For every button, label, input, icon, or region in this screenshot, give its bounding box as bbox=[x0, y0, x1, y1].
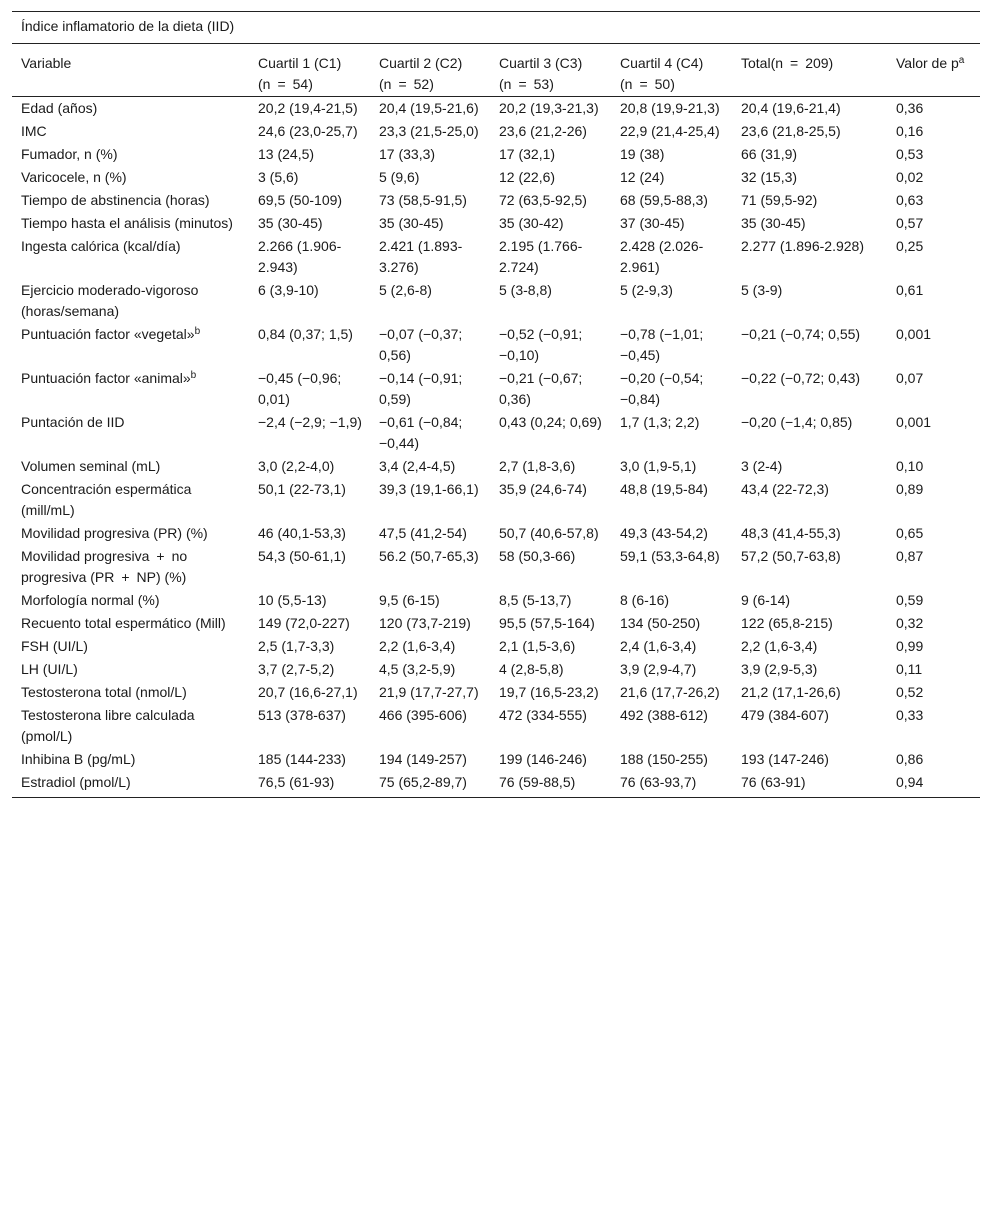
total-cell: 3,9 (2,9-5,3) bbox=[741, 661, 818, 677]
variable-cell bbox=[12, 589, 249, 612]
footnote-mark: b bbox=[194, 326, 201, 337]
header-p-value-label: Valor de p bbox=[896, 55, 959, 71]
quartile-4-cell: 48,8 (19,5-84) bbox=[620, 481, 708, 497]
p-value-cell: 0,89 bbox=[896, 481, 924, 497]
table-row bbox=[12, 367, 980, 411]
results-table bbox=[12, 11, 980, 798]
header-variable: Variable bbox=[12, 44, 249, 97]
quartile-2-cell: 20,4 (19,5-21,6) bbox=[379, 100, 479, 116]
p-value-cell: 0,16 bbox=[896, 123, 924, 139]
variable-cell bbox=[12, 771, 249, 798]
table-body bbox=[12, 97, 980, 798]
quartile-2-cell: 2.421 (1.893-3.276) bbox=[379, 238, 463, 275]
quartile-2-cell: 466 (395-606) bbox=[379, 707, 467, 723]
quartile-3-cell: 4 (2,8-5,8) bbox=[499, 661, 564, 677]
variable-label: Puntuación factor «animal» bbox=[21, 370, 191, 386]
results-table-container bbox=[12, 11, 980, 798]
variable-cell bbox=[12, 411, 249, 455]
quartile-3-cell: 95,5 (57,5-164) bbox=[499, 615, 595, 631]
variable-cell bbox=[12, 681, 249, 704]
table-caption-row bbox=[12, 12, 980, 44]
table-row bbox=[12, 120, 980, 143]
quartile-1-cell: 0,84 (0,37; 1,5) bbox=[258, 326, 353, 342]
header-p-value bbox=[887, 44, 980, 97]
quartile-2-cell: 3,4 (2,4-4,5) bbox=[379, 458, 456, 474]
p-value-cell: 0,10 bbox=[896, 458, 924, 474]
quartile-3-cell: 23,6 (21,2-26) bbox=[499, 123, 587, 139]
variable-label: Puntuación factor «vegetal» bbox=[21, 326, 195, 342]
quartile-4-cell: 1,7 (1,3; 2,2) bbox=[620, 414, 700, 430]
quartile-3-cell: 2.195 (1.766-2.724) bbox=[499, 238, 583, 275]
variable-label: Edad (años) bbox=[21, 100, 98, 116]
quartile-4-cell: 20,8 (19,9-21,3) bbox=[620, 100, 720, 116]
variable-label: Volumen seminal (mL) bbox=[21, 458, 161, 474]
quartile-1-cell: 3,0 (2,2-4,0) bbox=[258, 458, 335, 474]
quartile-4-cell: 5 (2-9,3) bbox=[620, 282, 673, 298]
total-cell: 5 (3-9) bbox=[741, 282, 783, 298]
variable-label: Fumador, n (%) bbox=[21, 146, 118, 162]
quartile-2-cell: 35 (30-45) bbox=[379, 215, 444, 231]
quartile-2-cell: 194 (149-257) bbox=[379, 751, 467, 767]
table-row bbox=[12, 658, 980, 681]
total-cell: 21,2 (17,1-26,6) bbox=[741, 684, 841, 700]
p-value-cell: 0,57 bbox=[896, 215, 924, 231]
quartile-2-cell: 4,5 (3,2-5,9) bbox=[379, 661, 456, 677]
total-cell: 57,2 (50,7-63,8) bbox=[741, 548, 841, 564]
variable-label: Inhibina B (pg/mL) bbox=[21, 751, 136, 767]
quartile-4-cell: 2.428 (2.026-2.961) bbox=[620, 238, 704, 275]
quartile-1-cell: 20,7 (16,6-27,1) bbox=[258, 684, 358, 700]
total-cell: 71 (59,5-92) bbox=[741, 192, 818, 208]
quartile-3-cell: 50,7 (40,6-57,8) bbox=[499, 525, 599, 541]
p-value-cell: 0,87 bbox=[896, 548, 924, 564]
quartile-2-cell: −0,14 (−0,91; 0,59) bbox=[379, 370, 463, 407]
variable-cell bbox=[12, 279, 249, 323]
total-cell: 20,4 (19,6-21,4) bbox=[741, 100, 841, 116]
quartile-4-cell: 3,0 (1,9-5,1) bbox=[620, 458, 697, 474]
p-value-cell: 0,02 bbox=[896, 169, 924, 185]
quartile-4-cell: 12 (24) bbox=[620, 169, 665, 185]
quartile-2-cell: 120 (73,7-219) bbox=[379, 615, 471, 631]
quartile-1-cell: 76,5 (61-93) bbox=[249, 771, 370, 798]
quartile-1-cell: −0,45 (−0,96; 0,01) bbox=[258, 370, 342, 407]
quartile-1-cell: 513 (378-637) bbox=[258, 707, 346, 723]
table-row bbox=[12, 771, 980, 798]
quartile-3-cell: 0,43 (0,24; 0,69) bbox=[499, 414, 602, 430]
quartile-3-cell: 12 (22,6) bbox=[499, 169, 556, 185]
variable-cell bbox=[12, 235, 249, 279]
variable-cell bbox=[12, 545, 249, 589]
total-cell: 43,4 (22-72,3) bbox=[741, 481, 829, 497]
quartile-2-cell: 75 (65,2-89,7) bbox=[370, 771, 490, 798]
quartile-1-cell: 13 (24,5) bbox=[258, 146, 315, 162]
table-row bbox=[12, 612, 980, 635]
table-row bbox=[12, 212, 980, 235]
p-value-cell: 0,99 bbox=[896, 638, 924, 654]
header-quartile-4: Cuartil 4 (C4) (n = 50) bbox=[611, 44, 732, 97]
quartile-4-cell: 188 (150-255) bbox=[620, 751, 708, 767]
table-row bbox=[12, 189, 980, 212]
quartile-1-cell: 3 (5,6) bbox=[258, 169, 299, 185]
quartile-3-cell: 199 (146-246) bbox=[499, 751, 587, 767]
quartile-2-cell: 21,9 (17,7-27,7) bbox=[379, 684, 479, 700]
quartile-4-cell: 492 (388-612) bbox=[620, 707, 708, 723]
quartile-1-cell: 3,7 (2,7-5,2) bbox=[258, 661, 335, 677]
variable-cell bbox=[12, 704, 249, 748]
quartile-2-cell: 56.2 (50,7-65,3) bbox=[379, 548, 479, 564]
variable-cell bbox=[12, 635, 249, 658]
variable-cell bbox=[12, 748, 249, 771]
total-cell: 32 (15,3) bbox=[741, 169, 798, 185]
quartile-1-cell: −2,4 (−2,9; −1,9) bbox=[258, 414, 362, 430]
quartile-4-cell: 2,4 (1,6-3,4) bbox=[620, 638, 697, 654]
variable-label: Concentración espermática (mill/mL) bbox=[21, 481, 192, 518]
table-row bbox=[12, 166, 980, 189]
variable-label: FSH (UI/L) bbox=[21, 638, 88, 654]
total-cell: 2,2 (1,6-3,4) bbox=[741, 638, 818, 654]
p-value-cell: 0,63 bbox=[896, 192, 924, 208]
variable-cell bbox=[12, 323, 249, 367]
variable-label: Ejercicio moderado-vigoroso (horas/semana) bbox=[21, 282, 199, 319]
quartile-4-cell: 3,9 (2,9-4,7) bbox=[620, 661, 697, 677]
quartile-3-cell: 72 (63,5-92,5) bbox=[499, 192, 587, 208]
quartile-4-cell: 8 (6-16) bbox=[620, 592, 670, 608]
total-cell: 479 (384-607) bbox=[741, 707, 829, 723]
variable-label: Testosterona libre calculada (pmol/L) bbox=[21, 707, 195, 744]
quartile-1-cell: 50,1 (22-73,1) bbox=[258, 481, 346, 497]
variable-label: Varicocele, n (%) bbox=[21, 169, 127, 185]
quartile-1-cell: 2.266 (1.906-2.943) bbox=[258, 238, 342, 275]
header-quartile-2: Cuartil 2 (C2) (n = 52) bbox=[370, 44, 490, 97]
quartile-3-cell: 5 (3-8,8) bbox=[499, 282, 552, 298]
variable-label: Morfología normal (%) bbox=[21, 592, 160, 608]
quartile-4-cell: 49,3 (43-54,2) bbox=[620, 525, 708, 541]
quartile-3-cell: 8,5 (5-13,7) bbox=[499, 592, 572, 608]
p-value-cell: 0,25 bbox=[896, 238, 924, 254]
quartile-3-cell: 35,9 (24,6-74) bbox=[499, 481, 587, 497]
quartile-1-cell: 149 (72,0-227) bbox=[258, 615, 350, 631]
p-value-cell: 0,59 bbox=[896, 592, 924, 608]
total-cell: 48,3 (41,4-55,3) bbox=[741, 525, 841, 541]
p-value-cell: 0,001 bbox=[896, 414, 932, 430]
quartile-4-cell: 68 (59,5-88,3) bbox=[620, 192, 708, 208]
total-cell: −0,21 (−0,74; 0,55) bbox=[741, 326, 861, 342]
table-row bbox=[12, 748, 980, 771]
quartile-4-cell: −0,20 (−0,54; −0,84) bbox=[620, 370, 704, 407]
variable-cell bbox=[12, 612, 249, 635]
total-cell: 9 (6-14) bbox=[741, 592, 791, 608]
quartile-1-cell: 35 (30-45) bbox=[258, 215, 323, 231]
variable-label: Recuento total espermático (Mill) bbox=[21, 615, 226, 631]
variable-label: Tiempo de abstinencia (horas) bbox=[21, 192, 210, 208]
total-cell: 23,6 (21,8-25,5) bbox=[741, 123, 841, 139]
variable-cell bbox=[12, 522, 249, 545]
quartile-4-cell: 76 (63-93,7) bbox=[611, 771, 732, 798]
total-cell: 193 (147-246) bbox=[741, 751, 829, 767]
quartile-4-cell: 21,6 (17,7-26,2) bbox=[620, 684, 720, 700]
variable-cell bbox=[12, 367, 249, 411]
footnote-mark: b bbox=[190, 370, 197, 381]
variable-cell bbox=[12, 455, 249, 478]
quartile-2-cell: 17 (33,3) bbox=[379, 146, 436, 162]
quartile-1-cell: 2,5 (1,7-3,3) bbox=[258, 638, 335, 654]
quartile-3-cell: 35 (30-42) bbox=[499, 215, 564, 231]
variable-cell bbox=[12, 212, 249, 235]
quartile-4-cell: 22,9 (21,4-25,4) bbox=[620, 123, 720, 139]
variable-label: LH (UI/L) bbox=[21, 661, 78, 677]
quartile-3-cell: 76 (59-88,5) bbox=[490, 771, 611, 798]
quartile-1-cell: 54,3 (50-61,1) bbox=[258, 548, 346, 564]
header-total: Total(n = 209) bbox=[732, 44, 887, 97]
quartile-3-cell: 2,1 (1,5-3,6) bbox=[499, 638, 576, 654]
p-value-cell: 0,33 bbox=[896, 707, 924, 723]
total-cell: 2.277 (1.896-2.928) bbox=[741, 238, 864, 254]
variable-label: Movilidad progresiva (PR) (%) bbox=[21, 525, 208, 541]
quartile-1-cell: 6 (3,9-10) bbox=[258, 282, 319, 298]
quartile-4-cell: 134 (50-250) bbox=[620, 615, 701, 631]
quartile-1-cell: 185 (144-233) bbox=[258, 751, 346, 767]
table-row bbox=[12, 589, 980, 612]
p-value-cell: 0,07 bbox=[896, 370, 924, 386]
p-value-cell: 0,32 bbox=[896, 615, 924, 631]
quartile-2-cell: 2,2 (1,6-3,4) bbox=[379, 638, 456, 654]
variable-label: Estradiol (pmol/L) bbox=[21, 774, 131, 790]
table-row bbox=[12, 478, 980, 522]
quartile-4-cell: 19 (38) bbox=[620, 146, 665, 162]
variable-cell bbox=[12, 143, 249, 166]
quartile-2-cell: −0,61 (−0,84; −0,44) bbox=[379, 414, 463, 451]
table-row bbox=[12, 323, 980, 367]
table-header-row bbox=[12, 44, 980, 97]
header-quartile-1: Cuartil 1 (C1) (n = 54) bbox=[249, 44, 370, 97]
table-row bbox=[12, 522, 980, 545]
table-row bbox=[12, 455, 980, 478]
table-row bbox=[12, 681, 980, 704]
variable-cell bbox=[12, 478, 249, 522]
variable-cell bbox=[12, 120, 249, 143]
p-value-cell: 0,36 bbox=[896, 100, 924, 116]
variable-label: Tiempo hasta el análisis (minutos) bbox=[21, 215, 233, 231]
total-cell: 3 (2-4) bbox=[741, 458, 783, 474]
quartile-4-cell: 59,1 (53,3-64,8) bbox=[620, 548, 720, 564]
table-row bbox=[12, 545, 980, 589]
quartile-4-cell: 37 (30-45) bbox=[620, 215, 685, 231]
quartile-3-cell: 20,2 (19,3-21,3) bbox=[499, 100, 599, 116]
total-cell: 76 (63-91) bbox=[732, 771, 887, 798]
variable-label: IMC bbox=[21, 123, 47, 139]
table-row bbox=[12, 235, 980, 279]
variable-cell bbox=[12, 166, 249, 189]
quartile-2-cell: 73 (58,5-91,5) bbox=[379, 192, 467, 208]
variable-cell bbox=[12, 189, 249, 212]
p-value-cell: 0,61 bbox=[896, 282, 924, 298]
quartile-4-cell: −0,78 (−1,01; −0,45) bbox=[620, 326, 704, 363]
quartile-3-cell: −0,52 (−0,91; −0,10) bbox=[499, 326, 583, 363]
quartile-2-cell: 5 (2,6-8) bbox=[379, 282, 432, 298]
header-quartile-3: Cuartil 3 (C3) (n = 53) bbox=[490, 44, 611, 97]
p-value-cell: 0,94 bbox=[887, 771, 980, 798]
total-cell: 122 (65,8-215) bbox=[741, 615, 833, 631]
p-value-cell: 0,86 bbox=[896, 751, 924, 767]
total-cell: 35 (30-45) bbox=[741, 215, 806, 231]
quartile-2-cell: −0,07 (−0,37; 0,56) bbox=[379, 326, 463, 363]
table-caption: Índice inflamatorio de la dieta (IID) bbox=[12, 12, 980, 44]
table-row bbox=[12, 143, 980, 166]
quartile-3-cell: 2,7 (1,8-3,6) bbox=[499, 458, 576, 474]
quartile-3-cell: 58 (50,3-66) bbox=[499, 548, 576, 564]
table-row bbox=[12, 411, 980, 455]
total-cell: −0,20 (−1,4; 0,85) bbox=[741, 414, 853, 430]
total-cell: −0,22 (−0,72; 0,43) bbox=[741, 370, 861, 386]
table-row bbox=[12, 704, 980, 748]
quartile-2-cell: 39,3 (19,1-66,1) bbox=[379, 481, 479, 497]
p-value-cell: 0,11 bbox=[896, 661, 923, 677]
quartile-2-cell: 9,5 (6-15) bbox=[379, 592, 440, 608]
quartile-1-cell: 20,2 (19,4-21,5) bbox=[258, 100, 358, 116]
variable-label: Testosterona total (nmol/L) bbox=[21, 684, 187, 700]
variable-label: Puntación de IID bbox=[21, 414, 125, 430]
quartile-1-cell: 24,6 (23,0-25,7) bbox=[258, 123, 358, 139]
variable-label: Ingesta calórica (kcal/día) bbox=[21, 238, 181, 254]
quartile-1-cell: 10 (5,5-13) bbox=[258, 592, 327, 608]
table-row bbox=[12, 635, 980, 658]
variable-cell bbox=[12, 97, 249, 121]
p-value-cell: 0,52 bbox=[896, 684, 924, 700]
quartile-1-cell: 69,5 (50-109) bbox=[258, 192, 343, 208]
table-row bbox=[12, 279, 980, 323]
quartile-3-cell: −0,21 (−0,67; 0,36) bbox=[499, 370, 583, 407]
quartile-2-cell: 47,5 (41,2-54) bbox=[379, 525, 467, 541]
quartile-3-cell: 19,7 (16,5-23,2) bbox=[499, 684, 599, 700]
quartile-2-cell: 23,3 (21,5-25,0) bbox=[379, 123, 479, 139]
variable-label: Movilidad progresiva + no progresiva (PR + NP) (%) bbox=[21, 548, 188, 585]
quartile-3-cell: 17 (32,1) bbox=[499, 146, 556, 162]
total-cell: 66 (31,9) bbox=[741, 146, 798, 162]
table-row bbox=[12, 97, 980, 121]
p-value-cell: 0,001 bbox=[896, 326, 932, 342]
quartile-3-cell: 472 (334-555) bbox=[499, 707, 587, 723]
p-value-cell: 0,65 bbox=[896, 525, 924, 541]
variable-cell bbox=[12, 658, 249, 681]
header-p-value-footnote-mark: a bbox=[958, 55, 965, 66]
quartile-2-cell: 5 (9,6) bbox=[379, 169, 420, 185]
p-value-cell: 0,53 bbox=[896, 146, 924, 162]
quartile-1-cell: 46 (40,1-53,3) bbox=[258, 525, 346, 541]
